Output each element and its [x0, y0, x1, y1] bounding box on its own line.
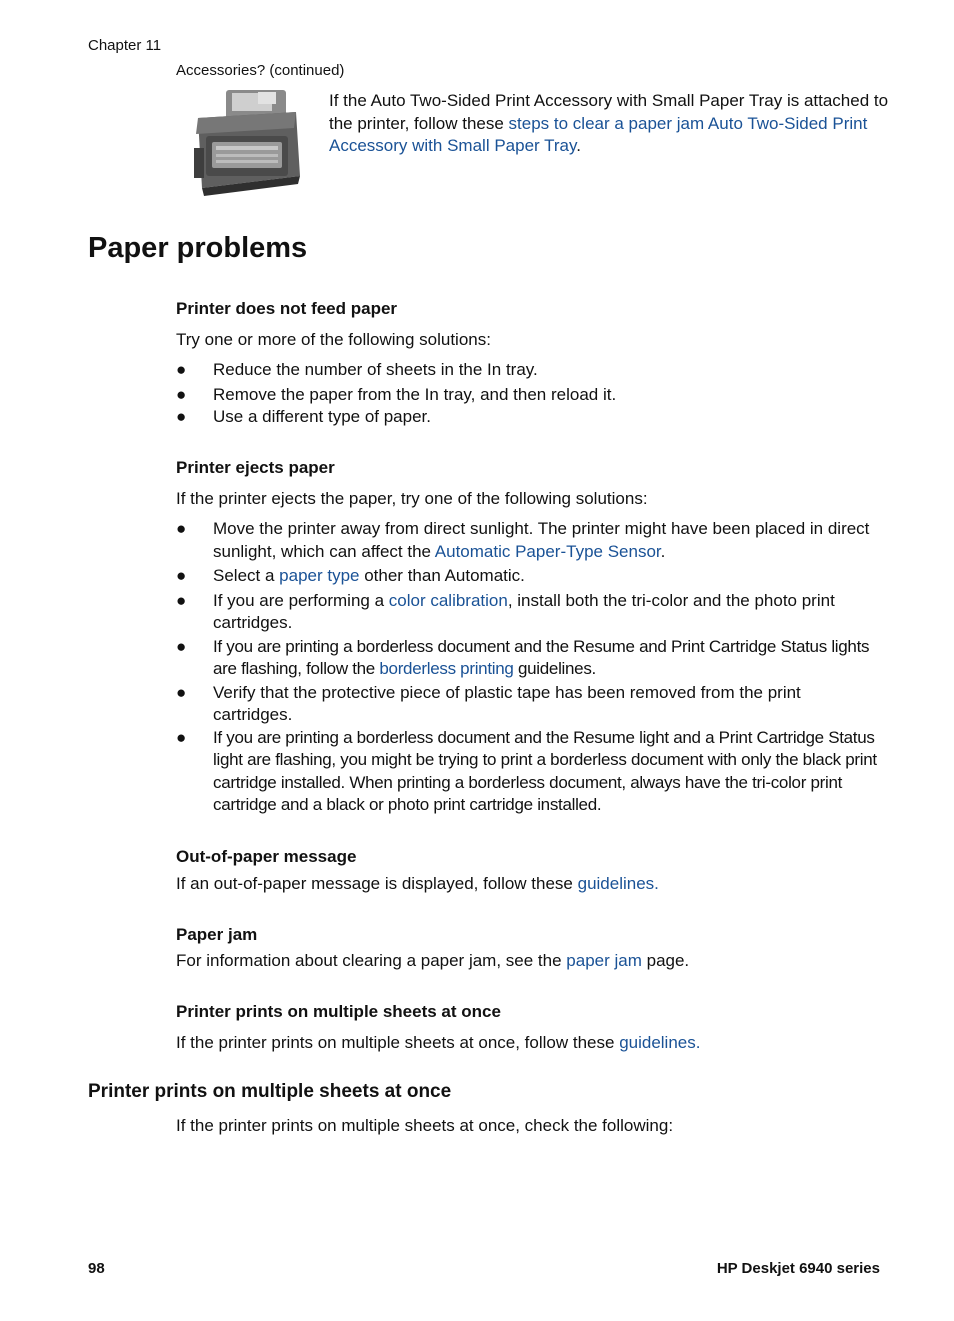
- out-of-paper-guidelines-link[interactable]: guidelines: [577, 874, 655, 893]
- list-item: [176, 406, 884, 429]
- paragraph-text: For information about clearing a paper jam, see the: [176, 951, 567, 970]
- paragraph-text-end: page.: [641, 951, 690, 970]
- out-of-paper-heading: Out-of-paper message: [176, 847, 357, 866]
- bullet: ●: [176, 727, 186, 747]
- paper-type-link[interactable]: paper type: [279, 566, 360, 585]
- multiple-sheets-heading: Printer prints on multiple sheets at once: [176, 1002, 501, 1021]
- ejects-list: [176, 518, 884, 817]
- list-item-text: .: [660, 541, 666, 561]
- list-item-text: Move the printer away from direct sunlight. The printer might have been placed in direct sunlight, which can affect the: [213, 519, 870, 561]
- page-number: 98: [88, 1260, 105, 1277]
- paper-jam-heading: Paper jam: [176, 925, 258, 944]
- list-item: [176, 727, 884, 817]
- chapter-label: Chapter 11: [88, 37, 162, 54]
- product-name: HP Deskjet 6940 series: [716, 1260, 880, 1277]
- bullet: ●: [176, 519, 187, 538]
- paper-jam-text: [176, 950, 689, 973]
- accessory-instructions: [329, 90, 889, 158]
- accessory-text: If the Auto Two-Sided Print Accessory with Small Paper Tray is attached to the printer, follow these: [329, 91, 889, 133]
- list-item-text: guidelines.: [513, 659, 596, 678]
- list-item-text: other than Automatic.: [359, 566, 525, 585]
- paragraph-text-end: .: [654, 874, 659, 893]
- out-of-paper-text: [176, 873, 659, 896]
- accessory-text-end: .: [576, 136, 581, 155]
- list-item: [176, 359, 884, 382]
- paper-jam-link[interactable]: paper jam: [566, 951, 642, 970]
- section-title: Paper problems: [88, 232, 308, 264]
- bullet: ●: [176, 566, 187, 585]
- list-item-text: Reduce the number of sheets in the In tray.: [213, 360, 538, 379]
- clear-jam-accessory-link[interactable]: steps to clear a paper jam Auto Two-Sided Print Accessory with Small Paper Tray: [329, 113, 868, 155]
- bullet: ●: [176, 407, 187, 426]
- bullet: ●: [176, 636, 186, 656]
- ejects-intro: If the printer ejects the paper, try one of the following solutions:: [176, 489, 648, 508]
- feed-intro: Try one or more of the following solutions:: [176, 330, 491, 349]
- list-item: [176, 518, 884, 563]
- multiple-sheets-text: [176, 1032, 700, 1055]
- paragraph-text: If an out-of-paper message is displayed, follow these: [176, 874, 578, 893]
- bullet: ●: [176, 384, 187, 404]
- multiple-sheets-section-intro: If the printer prints on multiple sheets at once, check the following:: [176, 1116, 674, 1135]
- list-item: [176, 682, 884, 727]
- color-calibration-link[interactable]: color calibration: [388, 590, 508, 610]
- list-item-text: Remove the paper from the In tray, and then reload it.: [213, 384, 617, 404]
- paper-type-sensor-link[interactable]: Automatic Paper-Type Sensor: [434, 541, 661, 561]
- paragraph-text-end: .: [695, 1033, 701, 1052]
- list-item-text: Verify that the protective piece of plastic tape has been removed from the print cartridges.: [213, 682, 801, 724]
- table-continued-label: Accessories? (continued): [176, 62, 345, 79]
- list-item: [176, 384, 884, 407]
- bullet: ●: [176, 590, 187, 610]
- ejects-heading: Printer ejects paper: [176, 458, 335, 477]
- list-item: [176, 590, 884, 635]
- list-item: [176, 636, 884, 681]
- list-item-text: If you are printing a borderless document and the Resume and Print Cartridge Status lights are flashing, follow the: [213, 636, 870, 678]
- paragraph-text: If the printer prints on multiple sheets at once, follow these: [176, 1033, 620, 1052]
- list-item-text: Select a: [213, 566, 280, 585]
- feed-heading: Printer does not feed paper: [176, 299, 398, 318]
- feed-list: [176, 359, 884, 429]
- multiple-sheets-section-title: Printer prints on multiple sheets at once: [88, 1081, 452, 1102]
- list-item-text: If you are printing a borderless document and the Resume light and a Print Cartridge Status light are flashing, you might be trying to print a borderless document with only the black print cartridge installed. When printing a borderless document, always have the tri-color print cartridge and a black or photo print cartridge installed.: [213, 727, 877, 814]
- multiple-sheets-guidelines-link[interactable]: guidelines: [619, 1033, 696, 1052]
- list-item-text: Use a different type of paper.: [213, 407, 431, 426]
- bullet: ●: [176, 682, 187, 702]
- printer-accessory-image: [186, 88, 306, 200]
- bullet: ●: [176, 360, 187, 379]
- list-item-text: If you are performing a: [213, 590, 389, 610]
- borderless-printing-link[interactable]: borderless printing: [379, 659, 514, 678]
- list-item-text: , install both the tri-color and the photo print cartridges.: [213, 590, 835, 632]
- list-item: [176, 565, 884, 588]
